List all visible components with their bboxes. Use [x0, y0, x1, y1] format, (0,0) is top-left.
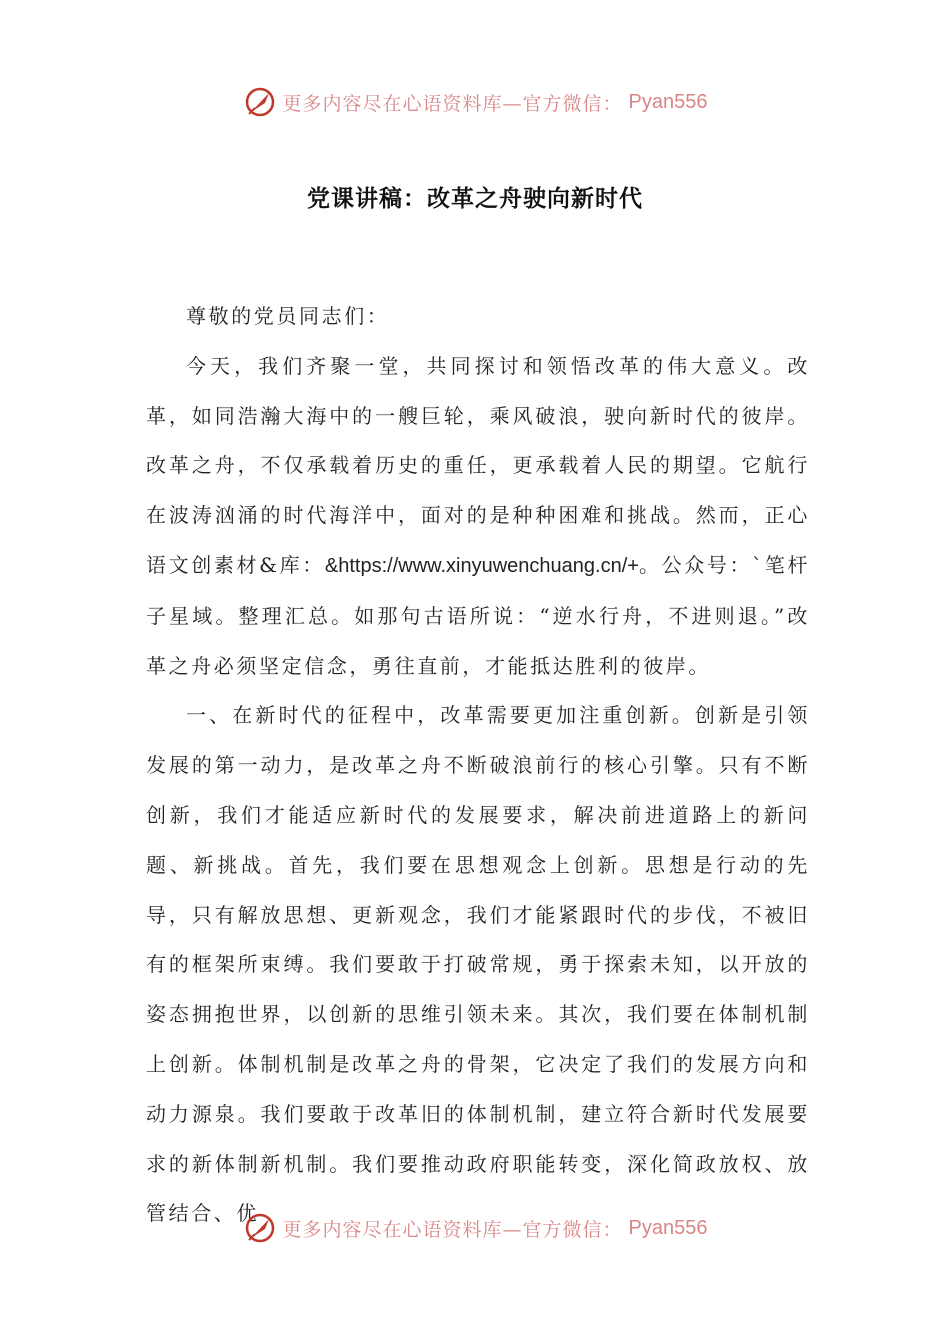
paragraph-intro-text: 今天，我们齐聚一堂，共同探讨和领悟改革的伟大意义。改革，如同浩瀚大海中的一艘巨轮，乘风破浪，驶向新时代的彼岸。改革之舟，不仅承载着历史的重任，更承载着人民的期望。它航行在波涛汹涌的时代海洋中，面对的是种种困难和挑战。然而，正心语文创素材&库： — [146, 353, 810, 577]
footer-watermark — [0, 1208, 950, 1248]
watermark-wechat-id: Pyan556 — [628, 1216, 708, 1239]
header-watermark — [0, 82, 950, 122]
watermark-text: 更多内容尽在心语资料库—官方微信： — [282, 1218, 623, 1241]
paragraph-innovation: 一、在新时代的征程中，改革需要更加注重创新。创新是引领发展的第一动力，是改革之舟不断破浪前行的核心引擎。只有不断创新，我们才能适应新时代的发展要求，解决前进道路上的新问题、新挑战。首先，我们要在思想观念上创新。思想是行动的先导，只有解放思想、更新观念，我们才能紧跟时代的步伐，不被旧有的框架所束缚。我们要敢于打破常规，勇于探索未知，以开放的姿态拥抱世界，以创新的思维引领未来。其次，我们要在体制机制上创新。体制机制是改革之舟的骨架，它决定了我们的发展方向和动力源泉。我们要敢于改革旧的体制机制，建立符合新时代发展要求的新体制新机制。我们要推动政府职能转变，深化简政放权、放管结合、优 — [146, 703, 810, 1226]
paragraph-intro — [146, 342, 810, 692]
document-title: 党课讲稿：改革之舟驶向新时代 — [307, 185, 643, 212]
document-body — [146, 292, 810, 1239]
salutation: 尊敬的党员同志们： — [186, 304, 390, 328]
paragraph-intro-rest: 。公众号：`笔杆子星域。整理汇总。如那句古语所说：“逆水行舟，不进则退。”改革之舟必须坚定信念，勇往直前，才能抵达胜利的彼岸。 — [146, 552, 810, 678]
quill-logo-icon — [243, 1211, 277, 1245]
watermark-text: 更多内容尽在心语资料库—官方微信： — [282, 92, 623, 115]
source-url: &https://www.xinyuwenchuang.cn/+ — [324, 554, 639, 577]
watermark-wechat-id: Pyan556 — [628, 90, 708, 113]
quill-logo-icon — [243, 85, 277, 119]
